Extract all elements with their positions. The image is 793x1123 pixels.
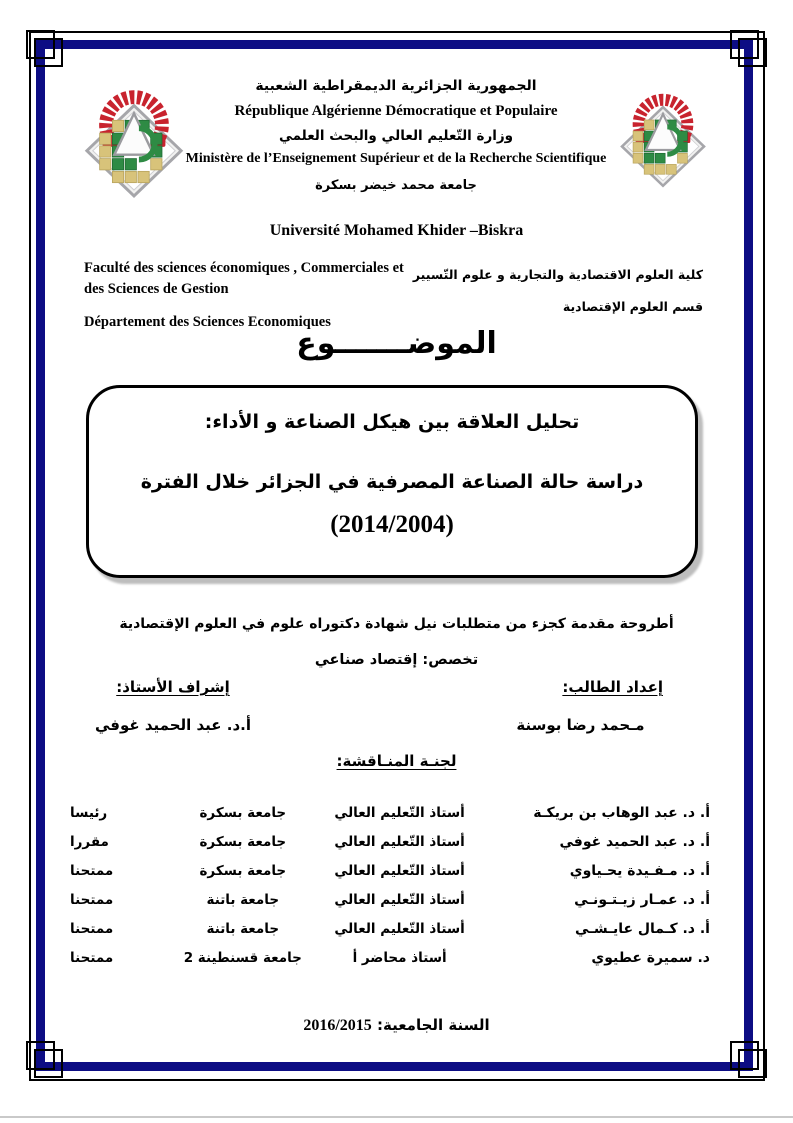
university-name-arabic: جامعة محمد خيضر بسكرة — [315, 178, 477, 193]
member-role: رئيسا — [70, 804, 108, 821]
border-corner-square — [738, 1049, 767, 1078]
member-role: ممتحنا — [70, 920, 114, 937]
department-name-french: Département des Sciences Economiques — [84, 314, 331, 330]
faculty-name-arabic: كلية العلوم الاقتصادية والتجارية و علوم التّسيير — [412, 267, 703, 282]
border-corner-square — [34, 1049, 63, 1078]
academic-year-value: 2016/2015 — [303, 1017, 372, 1034]
university-name-french: Université Mohamed Khider –Biskra — [269, 222, 524, 239]
academic-year-label: السنة الجامعية: — [377, 1016, 490, 1034]
member-title: أستاذ التّعليم العالي — [334, 862, 465, 879]
member-role: مقررا — [70, 833, 109, 850]
member-role: ممتحنا — [70, 949, 114, 966]
member-title: أستاذ محاضر أ — [352, 949, 447, 966]
student-label: إعداد الطالب: — [562, 678, 663, 696]
thesis-title-line1: تحليل العلاقة بين هيكل الصناعة و الأداء: — [204, 411, 580, 433]
republic-name-french: République Algérienne Démocratique et Populaire — [234, 103, 558, 119]
member-title: أستاذ التّعليم العالي — [334, 891, 465, 908]
republic-name-arabic: الجمهورية الجزائرية الديمقراطية الشعبية — [255, 78, 537, 94]
committee-heading-text: لجنـة المنـاقشة: — [336, 752, 457, 770]
ministry-name-arabic: وزارة التّعليم العالي والبحث العلمي — [278, 128, 514, 144]
member-name: أ. د. كـمال عايـشـي — [574, 920, 710, 937]
border-corner-square — [738, 38, 767, 67]
member-university: جامعة باتنة — [206, 891, 280, 908]
member-role: ممتحنا — [70, 862, 114, 879]
member-university: جامعة بسكرة — [199, 804, 287, 821]
faculty-name-french-line1: Faculté des sciences économiques , Commerciales et — [84, 260, 404, 276]
supervisor-label: إشراف الأستاذ: — [116, 678, 230, 696]
member-name: أ. د. عمـار زيـتـونـي — [574, 891, 710, 908]
thesis-title-box — [86, 385, 698, 578]
member-name: د. سميرة عطيوي — [591, 949, 710, 966]
member-name: أ. د. مـفـيدة يحـياوي — [569, 862, 710, 879]
member-university: جامعة قسنطينة 2 — [183, 949, 302, 966]
department-name-arabic: قسم العلوم الإقتصادية — [562, 299, 703, 314]
member-title: أستاذ التّعليم العالي — [334, 920, 465, 937]
member-role: ممتحنا — [70, 891, 114, 908]
member-title: أستاذ التّعليم العالي — [334, 833, 465, 850]
ministry-name-french: Ministère de l’Enseignement Supérieur et de la Recherche Scientifique — [185, 151, 607, 166]
supervisor-name: أ.د. عبد الحميد غوفي — [94, 716, 251, 734]
thesis-statement: أطروحة مقدمة كجزء من متطلبات نيل شهادة دكتوراه علوم في العلوم الإقتصادية — [119, 616, 674, 632]
member-name: أ. د. عبد الوهاب بن بريكـة — [533, 804, 710, 821]
member-title: أستاذ التّعليم العالي — [334, 804, 465, 821]
specialty-line: تخصص: إقتصاد صناعي — [314, 652, 479, 668]
member-university: جامعة بسكرة — [199, 862, 287, 879]
faculty-name-french-line2: des Sciences de Gestion — [84, 281, 229, 297]
student-name: مـحمد رضا بوسنة — [516, 716, 645, 734]
thesis-title-line2: دراسة حالة الصناعة المصرفية في الجزائر خلال الفترة — [140, 471, 644, 493]
member-university: جامعة بسكرة — [199, 833, 287, 850]
member-name: أ. د. عبد الحميد غوفي — [559, 833, 710, 850]
header-block — [126, 78, 666, 193]
subject-heading: الموضـــــــوع — [296, 326, 497, 361]
page-bottom-edge — [0, 1116, 793, 1118]
thesis-period: (2014/2004) — [330, 511, 454, 538]
border-corner-square — [34, 38, 63, 67]
member-university: جامعة باتنة — [206, 920, 280, 937]
